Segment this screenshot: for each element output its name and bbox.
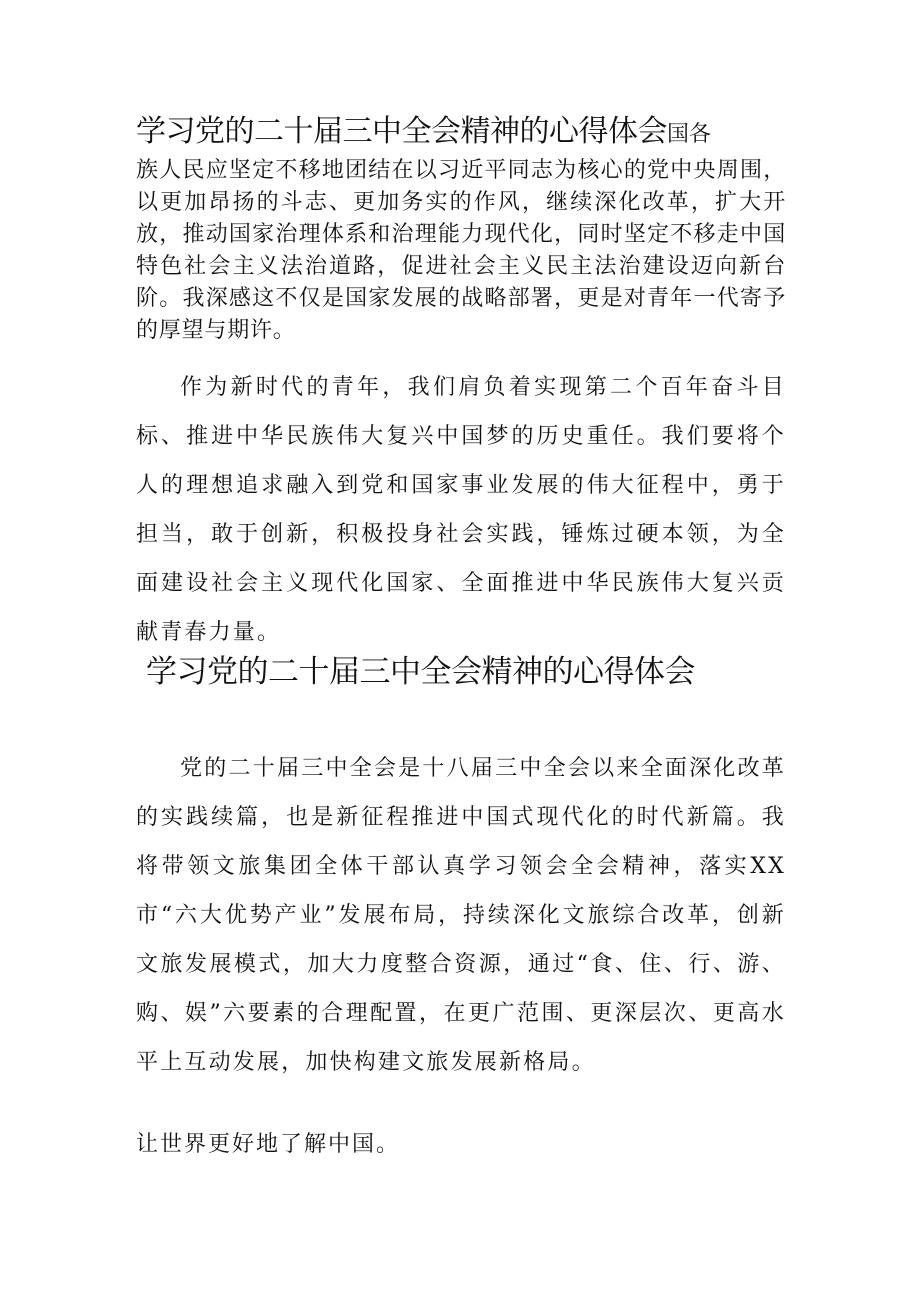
article-2-title: 学习党的二十届三中全会精神的心得体会: [146, 654, 695, 690]
article-1-title-tail: 国各: [667, 122, 712, 147]
article-1: [136, 112, 786, 657]
article-1-title: 学习党的二十届三中全会精神的心得体会: [136, 114, 667, 149]
article-2-paragraph: 党的二十届三中全会是十八届三中全会以来全面深化改革的实践续篇，也是新征程推进中国式现代化的时代新篇。我将带领文旅集团全体干部认真学习领会全会精神，落实XX市“六大优势产业”发展布局，持续深化文旅综合改革，创新文旅发展模式，加大力度整合资源，通过“食、住、行、游、购、娱”六要素的合理配置，在更广范围、更深层次、更高水平上互动发展，加快构建文旅发展新格局。: [136, 756, 786, 1075]
article-1-paragraph: 作为新时代的青年，我们肩负着实现第二个百年奋斗目标、推进中华民族伟大复兴中国梦的历史重任。我们要将个人的理想追求融入到党和国家事业发展的伟大征程中，勇于担当，敢于创新，积极投身社会实践，锤炼过硬本领，为全面建设社会主义现代化国家、全面推进中华民族伟大复兴贡献青春力量。: [136, 375, 786, 645]
article-1-intro: 族人民应坚定不移地团结在以习近平同志为核心的党中央周围，以更加昂扬的斗志、更加务实的作风，继续深化改革，扩大开放，推动国家治理体系和治理能力现代化，同时坚定不移走中国特色社会主义法治道路，促进社会主义民主法治建设迈向新台阶。我深感这不仅是国家发展的战略部署，更是对青年一代寄予的厚望与期许。: [136, 158, 786, 343]
article-2-body: [136, 744, 786, 1087]
article-1-title-line: [136, 112, 786, 155]
article-2-closing: 让世界更好地了解中国。: [136, 1132, 401, 1157]
